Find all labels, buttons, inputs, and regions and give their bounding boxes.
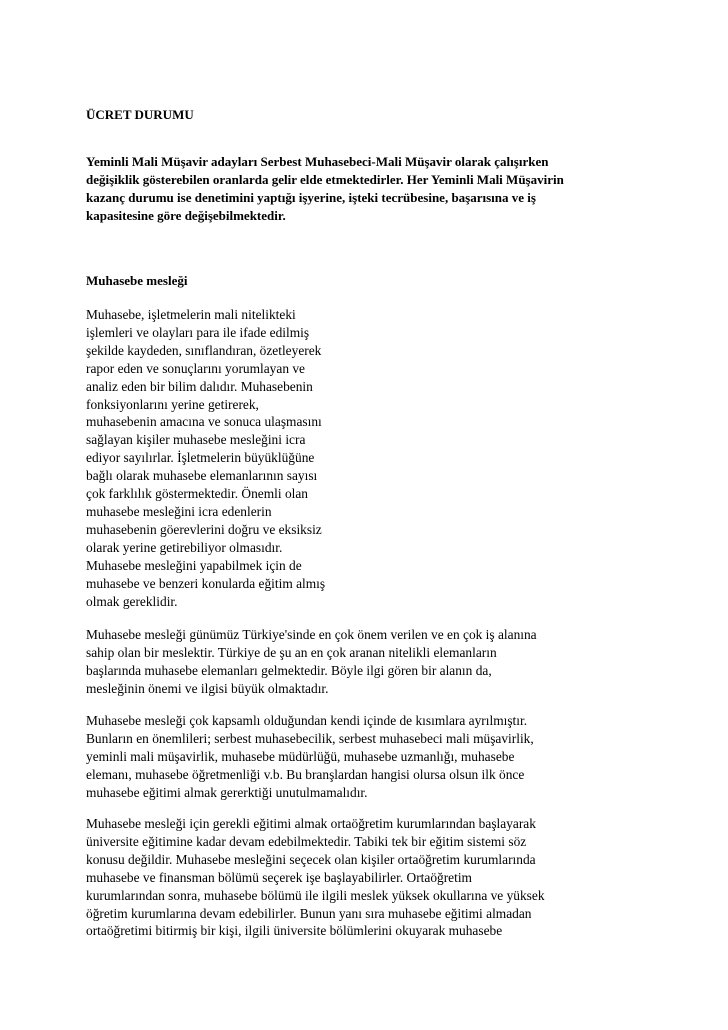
text-line: üniversite eğitimine kadar devam edebilmektedir. Tabiki tek bir eğitim sistemi söz xyxy=(86,833,527,849)
text-line: kapasitesine göre değişebilmektedir. xyxy=(86,207,286,223)
text-line: analiz eden bir bilim dalıdır. Muhasebenin xyxy=(86,378,313,394)
text-line: fonksiyonlarını yerine getirerek, xyxy=(86,396,259,412)
muhasebe-meslegi-heading: Muhasebe mesleği xyxy=(86,273,188,288)
text-line: muhasebe ve benzeri konularda eğitim almış xyxy=(86,575,326,591)
meslek-egitimi-paragraph xyxy=(86,815,545,940)
text-line: ortaöğretimi bitirmiş bir kişi, ilgili üniversite bölümlerini okuyarak muhasebe xyxy=(86,923,503,939)
text-line: kurumlarından sonra, muhasebe bölümü ile ilgili meslek yüksek okullarına ve yüksek xyxy=(86,887,545,903)
muhasebe-meslegi-paragraph xyxy=(86,306,325,610)
text-line: Bunların en önemlileri; serbest muhasebecilik, serbest muhasebeci mali müşavirlik, xyxy=(86,730,534,746)
text-line: şekilde kaydeden, sınıflandıran, özetleyerek xyxy=(86,342,322,358)
text-line: değişiklik gösterebilen oranlarda gelir elde etmektedirler. Her Yeminli Mali Müşavirin xyxy=(86,171,564,187)
text-line: Muhasebe mesleği günümüz Türkiye'sinde en çok önem verilen ve en çok iş alanına xyxy=(86,627,537,642)
text-line: Muhasebe mesleği çok kapsamlı olduğundan kendi içinde de kısımlara ayrılmıştır. xyxy=(86,713,528,728)
text-line: kazanç durumu ise denetimini yaptığı işyerine, işteki tecrübesine, başarısına ve iş xyxy=(86,189,536,205)
text-line: rapor eden ve sonuçlarını yorumlayan ve xyxy=(86,360,306,376)
text-line: mesleğinin önemi ve ilgisi büyük olmaktadır. xyxy=(86,680,329,696)
text-line: muhasebenin amacına ve sonuca ulaşmasını xyxy=(86,414,322,430)
text-line: ediyor sayılırlar. İşletmelerin büyüklüğüne xyxy=(86,450,315,466)
text-line: çok farklılık göstermektedir. Önemli olan xyxy=(86,486,309,502)
text-line: sağlayan kişiler muhasebe mesleğini icra xyxy=(86,432,306,448)
text-line: öğretim kurumlarına devam edebilirler. Bunun yanı sıra muhasebe eğitimi almadan xyxy=(86,905,532,921)
meslek-onemi-paragraph xyxy=(86,626,537,698)
text-line: muhasebe eğitimi almak gererktiği unutulmamalıdır. xyxy=(86,784,368,800)
text-line: konusu değildir. Muhasebe mesleğini seçecek olan kişiler ortaöğretim kurumlarında xyxy=(86,851,536,867)
text-line: olmak gereklidir. xyxy=(86,593,178,609)
text-line: işlemleri ve olayları para ile ifade edilmiş xyxy=(86,324,310,340)
text-line: muhasebenin göerevlerini doğru ve eksiksiz xyxy=(86,521,322,537)
text-line: muhasebe ve finansman bölümü seçerek işe başlayabilirler. Ortaöğretim xyxy=(86,869,472,885)
text-line: başlarında muhasebe elemanları gelmektedir. Böyle ilgi gören bir alanın da, xyxy=(86,662,492,678)
text-line: Muhasebe mesleği için gerekli eğitimi almak ortaöğretim kurumlarından başlayarak xyxy=(86,816,536,831)
ucret-durumu-paragraph xyxy=(86,153,564,225)
text-line: olarak yerine getirebiliyor olmasıdır. xyxy=(86,539,283,555)
text-line: Muhasebe, işletmelerin mali nitelikteki xyxy=(86,307,296,322)
meslek-kapsami-paragraph xyxy=(86,712,534,802)
text-line: sahip olan bir meslektir. Türkiye de şu an en çok aranan nitelikli elemanların xyxy=(86,644,497,660)
text-line: Yeminli Mali Müşavir adayları Serbest Muhasebeci-Mali Müşavir olarak çalışırken xyxy=(86,154,549,169)
ucret-durumu-heading: ÜCRET DURUMU xyxy=(86,107,194,122)
text-line: bağlı olarak muhasebe elemanlarının sayısı xyxy=(86,468,318,484)
text-line: muhasebe mesleğini icra edenlerin xyxy=(86,503,272,519)
text-line: yeminli mali müşavirlik, muhasebe müdürlüğü, muhasebe uzmanlığı, muhasebe xyxy=(86,748,515,764)
text-line: Muhasebe mesleğini yapabilmek için de xyxy=(86,557,302,573)
text-line: elemanı, muhasebe öğretmenliği v.b. Bu branşlardan hangisi olursa olsun ilk önce xyxy=(86,766,525,782)
